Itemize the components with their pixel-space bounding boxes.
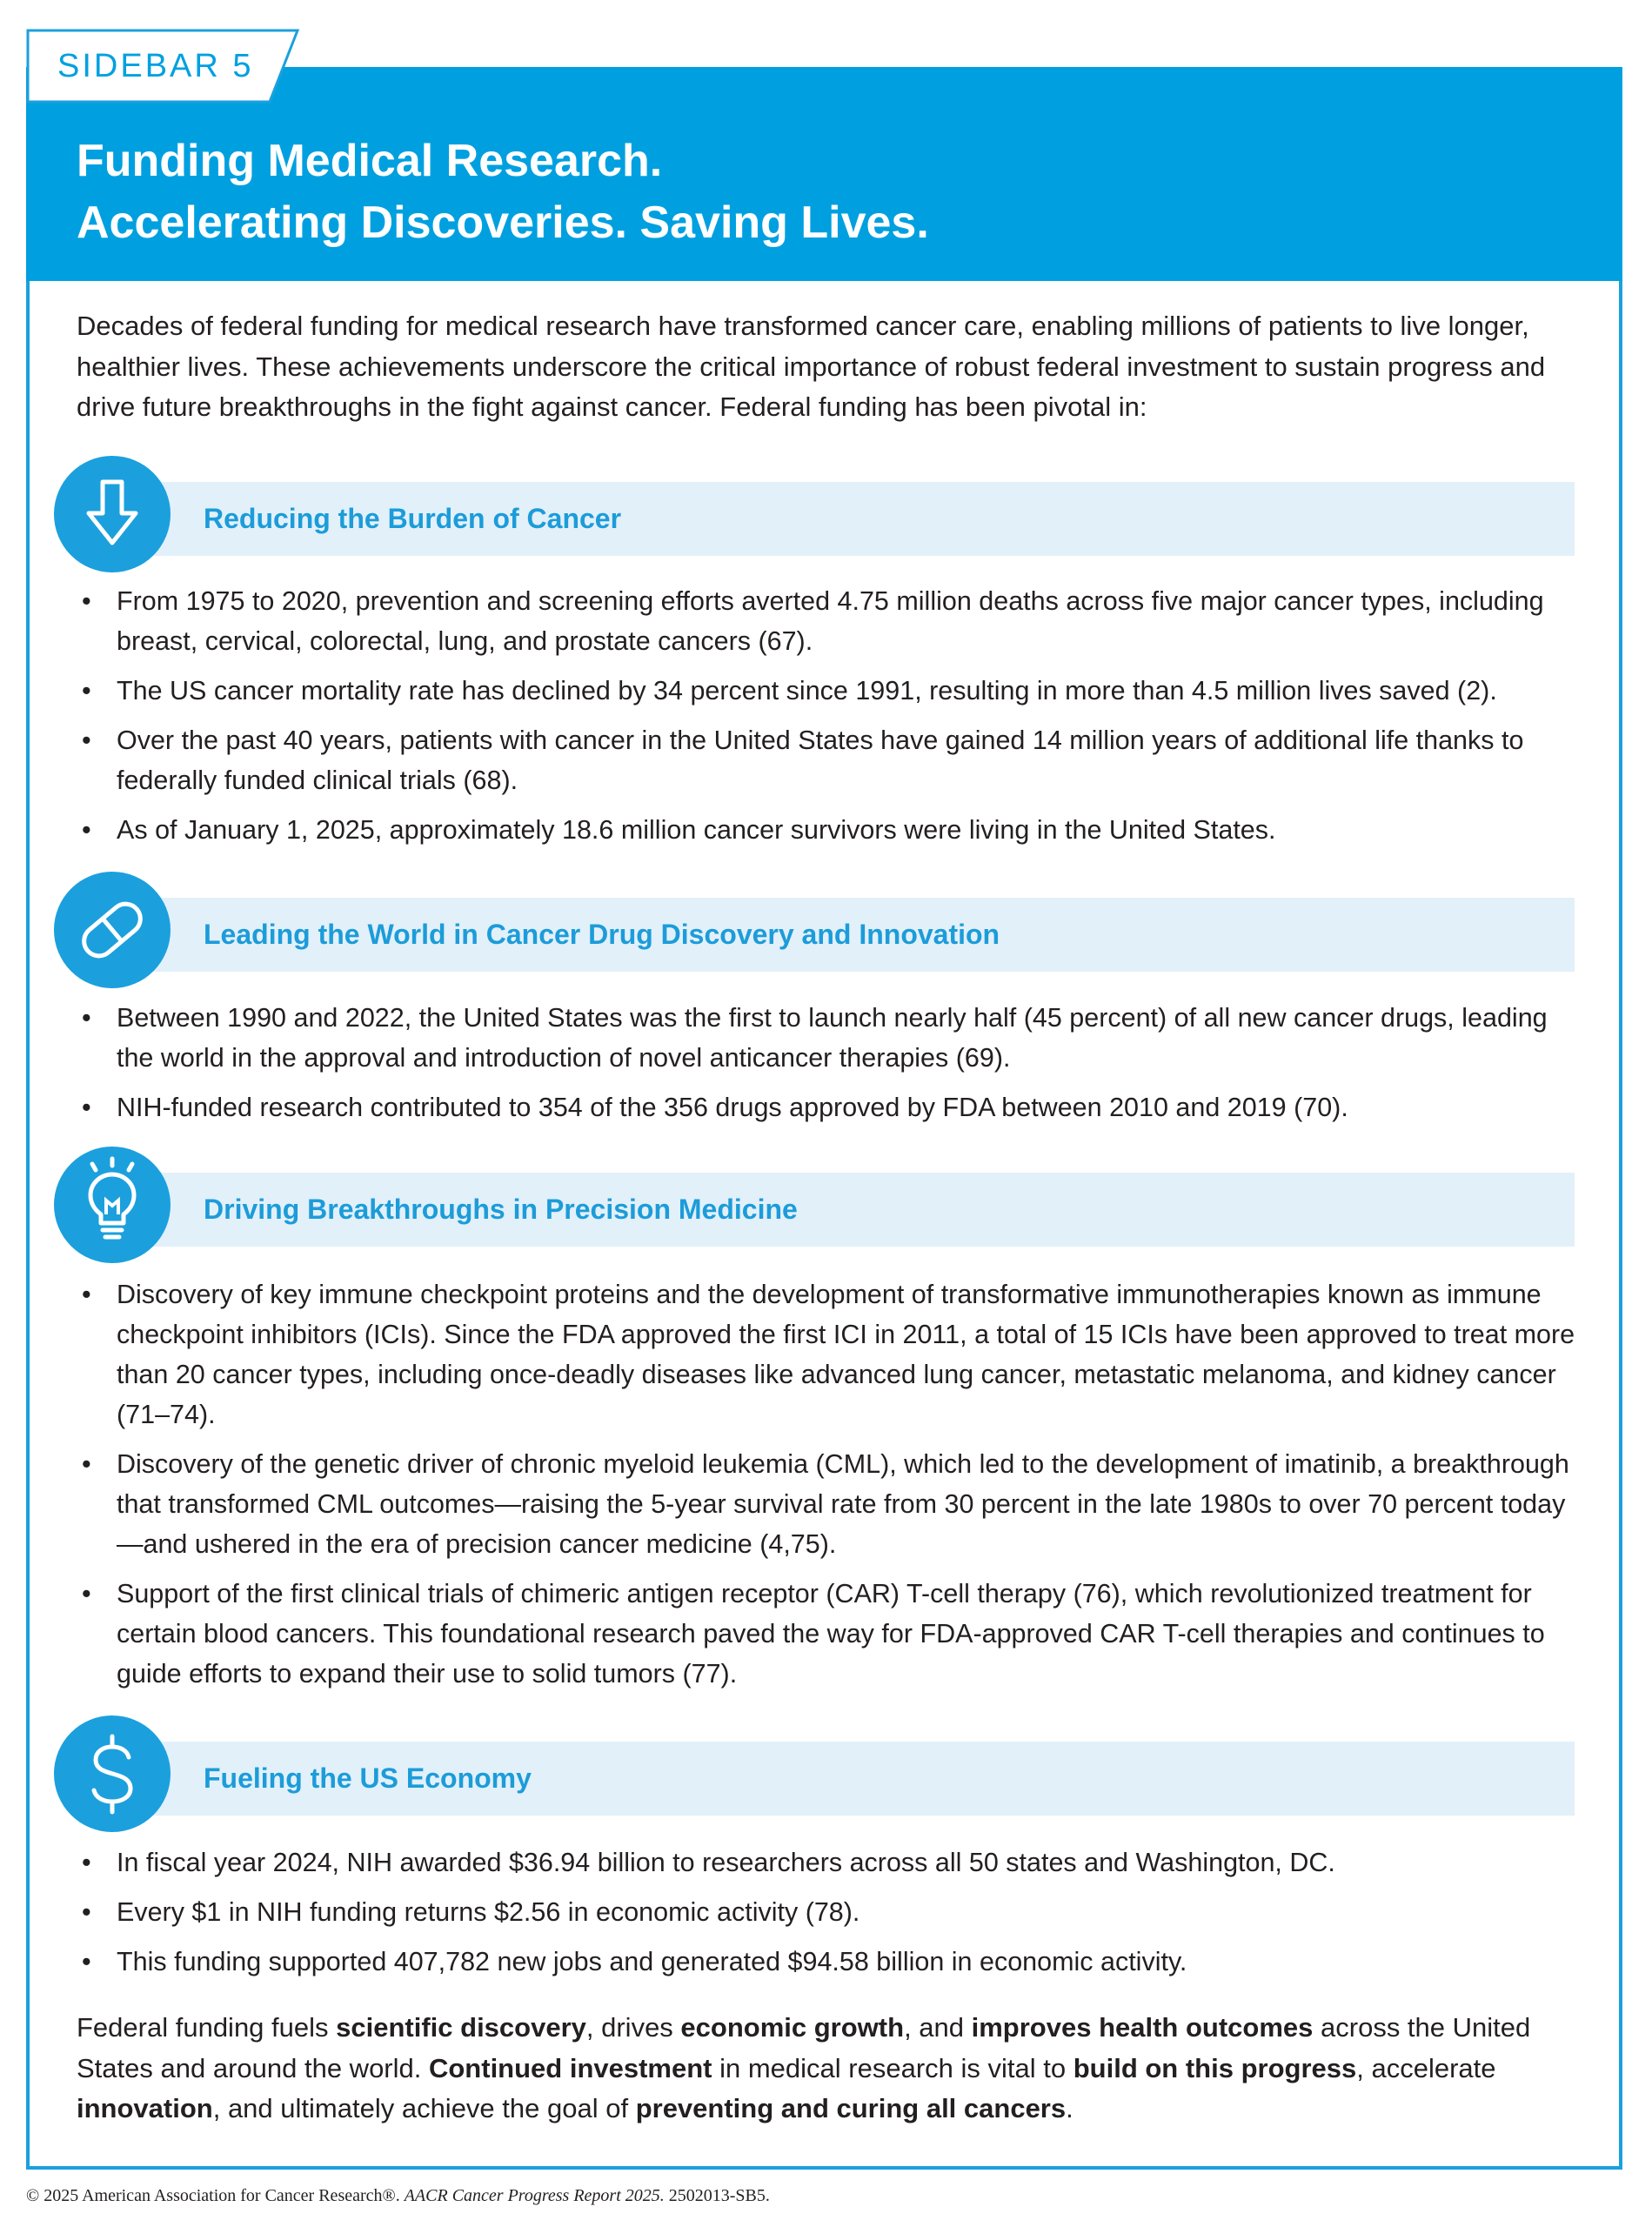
closing-emphasis: economic growth [680, 2012, 905, 2043]
footer-copyright: © 2025 American Association for Cancer Research®. [26, 2186, 405, 2205]
list-item: • Over the past 40 years, patients with cancer in the United States have gained 14 million years of additional life thanks to federally funded clinical trials (68). [78, 720, 1579, 800]
list-item: • As of January 1, 2025, approximately 18.6 million cancer survivors were living in the United States. [78, 810, 1579, 850]
section-heading-burden: Reducing the Burden of Cancer [204, 503, 622, 534]
section-heading-drug-discovery: Leading the World in Cancer Drug Discovery and Innovation [204, 919, 1000, 950]
closing-emphasis: innovation [77, 2093, 213, 2123]
closing-text: Federal funding fuels [77, 2012, 337, 2043]
closing-text: . [1066, 2093, 1073, 2123]
closing-emphasis: build on this progress [1073, 2052, 1357, 2083]
lightbulb-icon [54, 1147, 171, 1263]
list-item: • From 1975 to 2020, prevention and screening efforts averted 4.75 million deaths across five major cancer types, including breast, cervical, colorectal, lung, and prostate cancers (67). [78, 581, 1579, 661]
copyright-footer [26, 2184, 770, 2207]
section-heading-economy: Fueling the US Economy [204, 1762, 532, 1794]
closing-paragraph [77, 2008, 1573, 2130]
pill-icon [54, 872, 171, 988]
list-item: • NIH-funded research contributed to 354 of the 356 drugs approved by FDA between 2010 and 2019 (70). [78, 1087, 1579, 1127]
closing-text: , and [904, 2012, 972, 2043]
list-item: • Discovery of the genetic driver of chronic myeloid leukemia (CML), which led to the development of imatinib, a breakthrough that transformed CML outcomes—raising the 5-year survival rate from 30 percent in the late 1980s to over 70 percent today—and ushered in the era of precision cancer medicine (4,75). [78, 1444, 1579, 1564]
closing-text: , drives [585, 2012, 681, 2043]
closing-emphasis: improves health outcomes [971, 2012, 1314, 2043]
list-item: • This funding supported 407,782 new jobs and generated $94.58 billion in economic activity. [78, 1942, 1579, 1982]
list-item: • The US cancer mortality rate has declined by 34 percent since 1991, resulting in more than 4.5 million lives saved (2). [78, 671, 1579, 711]
closing-emphasis: Continued investment [428, 2052, 712, 2083]
section-list-economy [78, 1842, 1579, 1991]
closing-emphasis: preventing and curing all cancers [635, 2093, 1067, 2123]
list-item: • Discovery of key immune checkpoint proteins and the development of transformative immunotherapies known as immune checkpoint inhibitors (ICIs). Since the FDA approved the first ICI in 2011, a total of 15 ICIs have been approved to treat more than 20 cancer types, including once-deadly diseases like advanced lung cancer, metastatic melanoma, and kidney cancer (71–74). [78, 1274, 1579, 1435]
section-list-drug-discovery [78, 998, 1579, 1137]
title-line-2: Accelerating Discoveries. Saving Lives. [77, 197, 929, 248]
list-item: • In fiscal year 2024, NIH awarded $36.94 billion to researchers across all 50 states and Washington, DC. [78, 1842, 1579, 1883]
list-item: • Support of the first clinical trials of chimeric antigen receptor (CAR) T-cell therapy (76), which revolutionized treatment for certain blood cancers. This foundational research paved the way for FDA-approved CAR T-cell therapies and continues to guide efforts to expand their use to solid tumors (77). [78, 1574, 1579, 1694]
section-heading-precision: Driving Breakthroughs in Precision Medicine [204, 1194, 798, 1225]
sidebar-tag [26, 29, 300, 104]
closing-text: across the United States and around the world. [77, 2012, 1531, 2083]
arrow-down-icon [54, 456, 171, 572]
dollar-icon [54, 1715, 171, 1832]
closing-text: , accelerate [1356, 2052, 1496, 2083]
title-line-1: Funding Medical Research. [77, 136, 663, 186]
closing-emphasis: scientific discovery [336, 2012, 586, 2043]
list-item: • Every $1 in NIH funding returns $2.56 in economic activity (78). [78, 1892, 1579, 1932]
list-item: • Between 1990 and 2022, the United States was the first to launch nearly half (45 percent) of all new cancer drugs, leading the world in the approval and introduction of novel anticancer therapies (69). [78, 998, 1579, 1078]
section-list-burden [78, 581, 1579, 859]
sidebar-label: SIDEBAR 5 [57, 48, 254, 84]
closing-text: in medical research is vital to [712, 2052, 1073, 2083]
page-title [77, 130, 929, 254]
footer-report-title: AACR Cancer Progress Report 2025. [404, 2186, 665, 2205]
section-list-precision [78, 1274, 1579, 1703]
footer-code: 2502013-SB5. [664, 2186, 770, 2205]
closing-text: , and ultimately achieve the goal of [212, 2093, 636, 2123]
intro-paragraph: Decades of federal funding for medical research have transformed cancer care, enabling millions of patients to live longer, healthier lives. These achievements underscore the critical importance of robust federal investment to sustain progress and drive future breakthroughs in the fight against cancer. Federal funding has been pivotal in: [77, 311, 1546, 422]
